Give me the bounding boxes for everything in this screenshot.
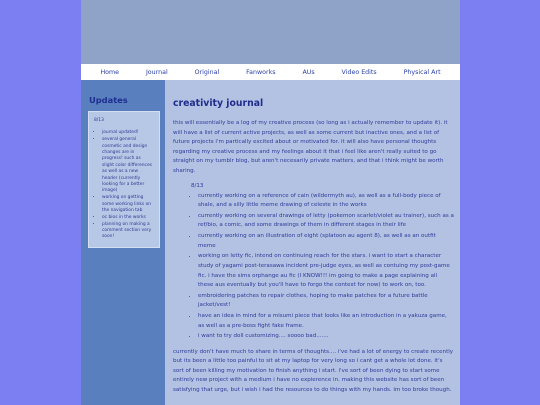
site-container [81, 0, 460, 405]
main-content [165, 80, 460, 405]
page-title: creativity journal [173, 98, 264, 109]
entry-list [191, 192, 454, 342]
header-banner [81, 0, 460, 64]
nav-original[interactable]: Original [194, 68, 220, 76]
updates-list [94, 130, 154, 240]
sidebar [81, 80, 165, 405]
entry-item: • i want to try doll customizing.... soooo bad....... [198, 332, 454, 342]
update-item: • planning on making a comment section very soon! [102, 222, 154, 241]
entry-item: • working on letty fic, intend on continuing reach for the stars. i want to start a character study of yagami post-terasawa incident pre-judge eyes, as well as contuing my post-game fic. i have the sims orphange au fic (I KNOW!!! im going to make a page explaining all these aus eventually but you'll have to forgo the context for now) to work on, too. [198, 252, 454, 290]
nav-physical-art[interactable]: Physical Art [403, 68, 441, 76]
nav-video-edits[interactable]: Video Edits [341, 68, 377, 76]
journal-entry [173, 182, 454, 342]
entry-item: • currently working on a reference of cain (wildermyth au), as well as a full-body piece of shale, and a silly little meme drawing of celeste in the works [198, 192, 454, 211]
nav-journal[interactable]: Journal [145, 68, 168, 76]
entry-item: • currently working on an illustration of eight (splatoon au agent 8), as well as an outfit meme [198, 232, 454, 251]
updates-box [88, 111, 160, 248]
intro-paragraph: this will essentially be a log of my creative process (so long as i actually remember to update it). it will have a list of current active projects, as well as some current but inactive ones, and a list of future projects i'm partically excited about or motivated for. it will also have personal thoughts regarding my creative process and my feelings about it that i feel like aren't really suited to go straight on my tumblr blog, but aren't necesarily private matters, and that i think might be worth sharing. [173, 119, 448, 174]
nav-home[interactable]: Home [100, 68, 120, 76]
closing-paragraph: currently don't have much to share in terms of thoughts.... i've had a lot of energy to create recently but its been a little too painful to sit at my laptop for very long so i cant get a whole lot done. it's sort of been killing my motivation to finish anything i start. i've sort of been dying to start some entirely new project with a medium i have no expierence in. making this website has sort of been satisfying that urge, but i wish i had the resources to do things with my hands. im too broke though. [173, 348, 454, 393]
entry-item: • currently working on several drawings of letty (pokemon scarlet/violet au trainer), such as a ref/bio, a comic, and some drawings of them in different stages in their life [198, 212, 454, 231]
nav-fanworks[interactable]: Fanworks [246, 68, 276, 76]
nav-aus[interactable]: AUs [302, 68, 315, 76]
updates-date: 8/13 [94, 118, 104, 123]
update-item: • journal updated! [102, 130, 154, 136]
update-item: • working on getting some working links on the navigation tab [102, 195, 154, 214]
sidebar-title: Updates [89, 95, 128, 105]
content-area [81, 80, 460, 405]
update-item: • oc bios in the works [102, 215, 154, 221]
update-item: • several general cosmetic and design changes are in progress! such as slight color differences as well as a new header (currently looking for a better image) [102, 137, 154, 194]
nav-bar [81, 64, 460, 80]
entry-item: • embroidering patches to repair clothes, hoping to make patches for a future battle jacket/vest! [198, 292, 454, 311]
entry-item: • have an idea in mind for a misumi piece that looks like an introduction in a yakuza game, as well as a pre-boss fight fake frame. [198, 312, 454, 331]
entry-date: 8/13 [191, 183, 204, 190]
